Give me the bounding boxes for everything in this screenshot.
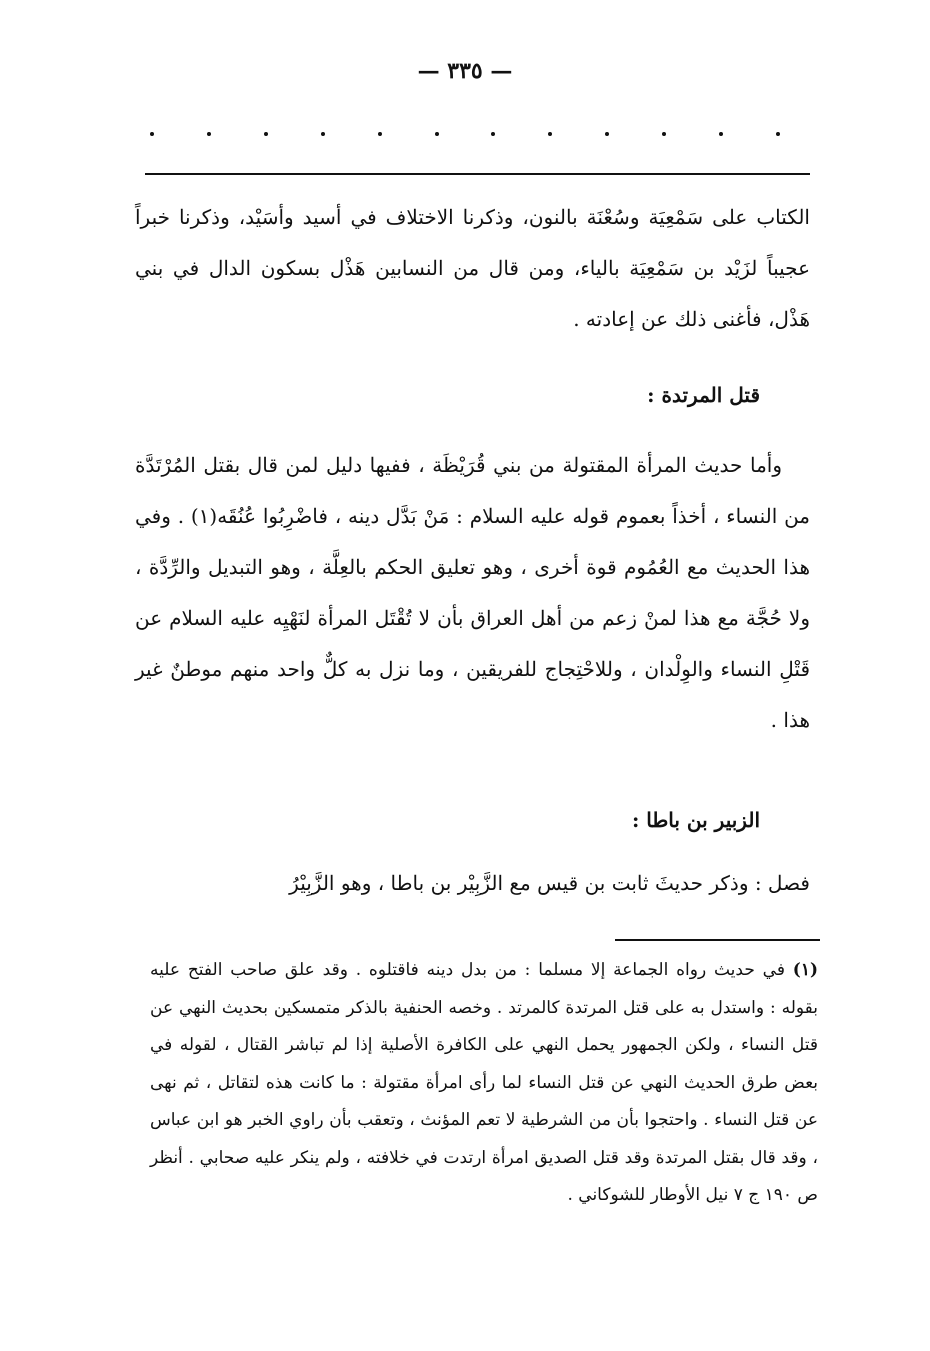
page-number: — ٣٣٥ —	[417, 58, 513, 84]
paragraph-apostate-woman: وأما حديث المرأة المقتولة من بني قُرَيْظَة ، ففيها دليل لمن قال بقتل المُرْتَدَّة من النساء ، أخذاً بعموم قوله عليه السلام : مَنْ بَدَّل دينه ، فاضْرِبُوا عُنُقَه(١) . وفي هذا الحديث مع العُمُوم قوة أخرى ، وهو تعليق الحكم بالعِلَّة ، وهو التبديل والرِّدَّة ، ولا حُجَّة مع هذا لمنْ زعم من أهل العراق بأن لا تُقْتَل المرأة لنَهْيِه عليه السلام عن قَتْلِ النساء والوِلْدان ، وللاحْتِجاج للفريقين ، وما نزل به كلٌّ واحد منهم موطنٌ غير هذا .	[135, 453, 810, 732]
dot	[548, 132, 552, 136]
dot	[150, 132, 154, 136]
dot	[605, 132, 609, 136]
dot	[378, 132, 382, 136]
dot	[776, 132, 780, 136]
dot	[719, 132, 723, 136]
section-heading-zubayr: الزبير بن باطا :	[631, 808, 760, 832]
footnote-rule	[615, 939, 820, 941]
dot	[435, 132, 439, 136]
dot	[207, 132, 211, 136]
paragraph-zubayr: فصل : وذكر حديثَ ثابت بن قيس مع الزَّبِيْر بن باطا ، وهو الزَّبِيْرُ	[289, 871, 810, 895]
paragraph-continuation: الكتاب على سَمْعِيَة وسُعْنَة بالنون، وذكرنا الاختلاف في أسيد وأسَيْد، وذكرنا خبراً عجيباً لزَيْد بن سَمْعِيَة بالياء، ومن قال من النسابين هَذْل بسكون الدال في بني هَذْل، فأغنى ذلك عن إعادته .	[135, 205, 810, 331]
ellipsis-dots	[150, 132, 780, 136]
dot	[321, 132, 325, 136]
dot	[491, 132, 495, 136]
footnote	[150, 952, 818, 1215]
footnote-text: في حديث رواه الجماعة إلا مسلما : من بدل دينه فاقتلوه . وقد علق صاحب الفتح عليه بقوله : واستدل به على قتل المرتدة كالمرتد . وخصه الحنفية بالذكر متمسكين بحديث النهي عن قتل النساء ، ولكن الجمهور يحمل النهي على الكافرة الأصلية إذا لم تباشر القتال ، لقوله في بعض طرق الحديث النهي عن قتل النساء لما رأى امرأة مقتولة : ما كانت هذه لتقاتل ، ثم نهى عن قتل النساء . واحتجوا بأن من الشرطية لا تعم المؤنث ، وتعقب بأن راوي الخبر هو ابن عباس ، وقد قال بقتل المرتدة وقد قتل الصديق امرأة ارتدت في خلافته ، ولم ينكر عليه صحابي . أنظر ص ١٩٠ ج ٧ نيل الأوطار للشوكاني .	[150, 960, 818, 1205]
section-heading-apostate-woman: قتل المرتدة :	[647, 383, 760, 407]
dot	[662, 132, 666, 136]
dot	[264, 132, 268, 136]
footnote-marker: (١)	[792, 960, 819, 980]
header-rule	[145, 173, 810, 175]
